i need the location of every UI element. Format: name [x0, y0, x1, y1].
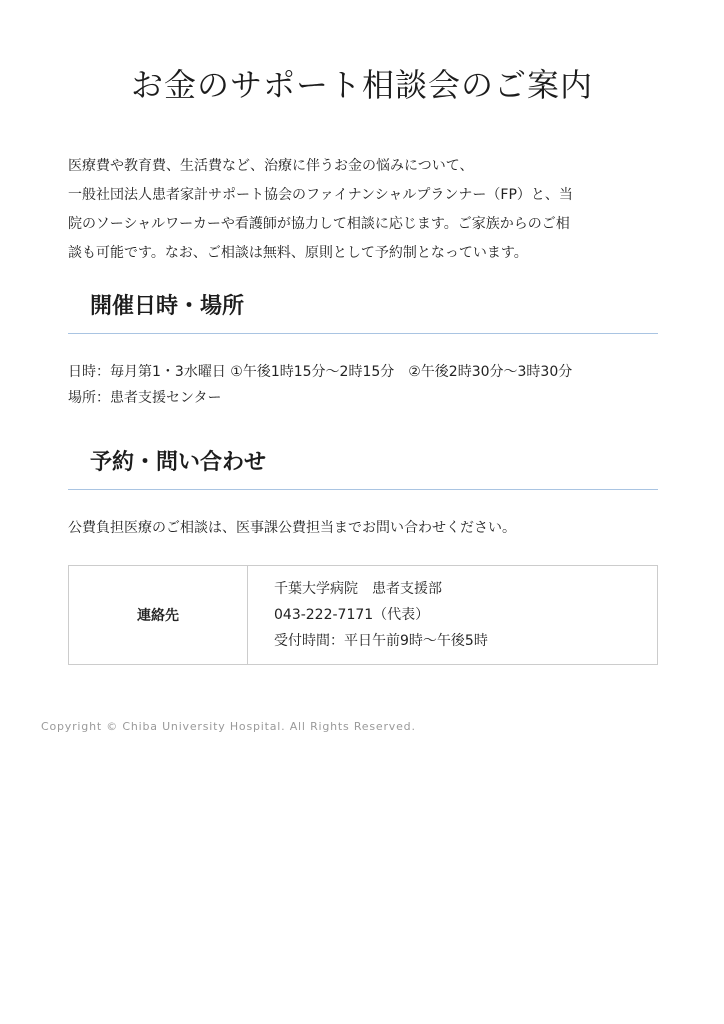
copyright-footer: Copyright © Chiba University Hospital. All Rights Reserved.	[41, 720, 416, 733]
intro-line: 院のソーシャルワーカーや看護師が協力して相談に応じます。ご家族からのご相	[68, 216, 570, 232]
contact-department: 千葉大学病院 患者支援部	[274, 581, 442, 597]
reservation-note-block	[68, 515, 668, 541]
reservation-note: 公費負担医療のご相談は、医事課公費担当までお問い合わせください。	[68, 520, 516, 536]
contact-row	[69, 566, 658, 665]
intro-line: 談も可能です。なお、ご相談は無料、原則として予約制となっています。	[68, 245, 528, 261]
contact-details	[248, 566, 658, 665]
contact-label: 連絡先	[69, 566, 248, 665]
contact-phone: 043-222-7171（代表）	[274, 607, 430, 623]
schedule-place: 場所：患者支援センター	[68, 390, 222, 406]
intro-paragraph	[68, 152, 658, 268]
reservation-heading: 予約・問い合わせ	[68, 446, 658, 490]
page-title: お金のサポート相談会のご案内	[130, 66, 593, 104]
intro-line: 医療費や教育費、生活費など、治療に伴うお金の悩みについて、	[68, 158, 474, 174]
schedule-datetime: 日時：毎月第1・3水曜日 ①午後1時15分〜2時15分 ②午後2時30分〜3時30分	[68, 364, 573, 380]
schedule-info	[68, 359, 668, 411]
contact-hours: 受付時間：平日午前9時〜午後5時	[274, 633, 488, 649]
contact-table	[68, 565, 658, 665]
intro-line: 一般社団法人患者家計サポート協会のファイナンシャルプランナー（FP）と、当	[68, 187, 573, 203]
schedule-heading: 開催日時・場所	[68, 290, 658, 334]
